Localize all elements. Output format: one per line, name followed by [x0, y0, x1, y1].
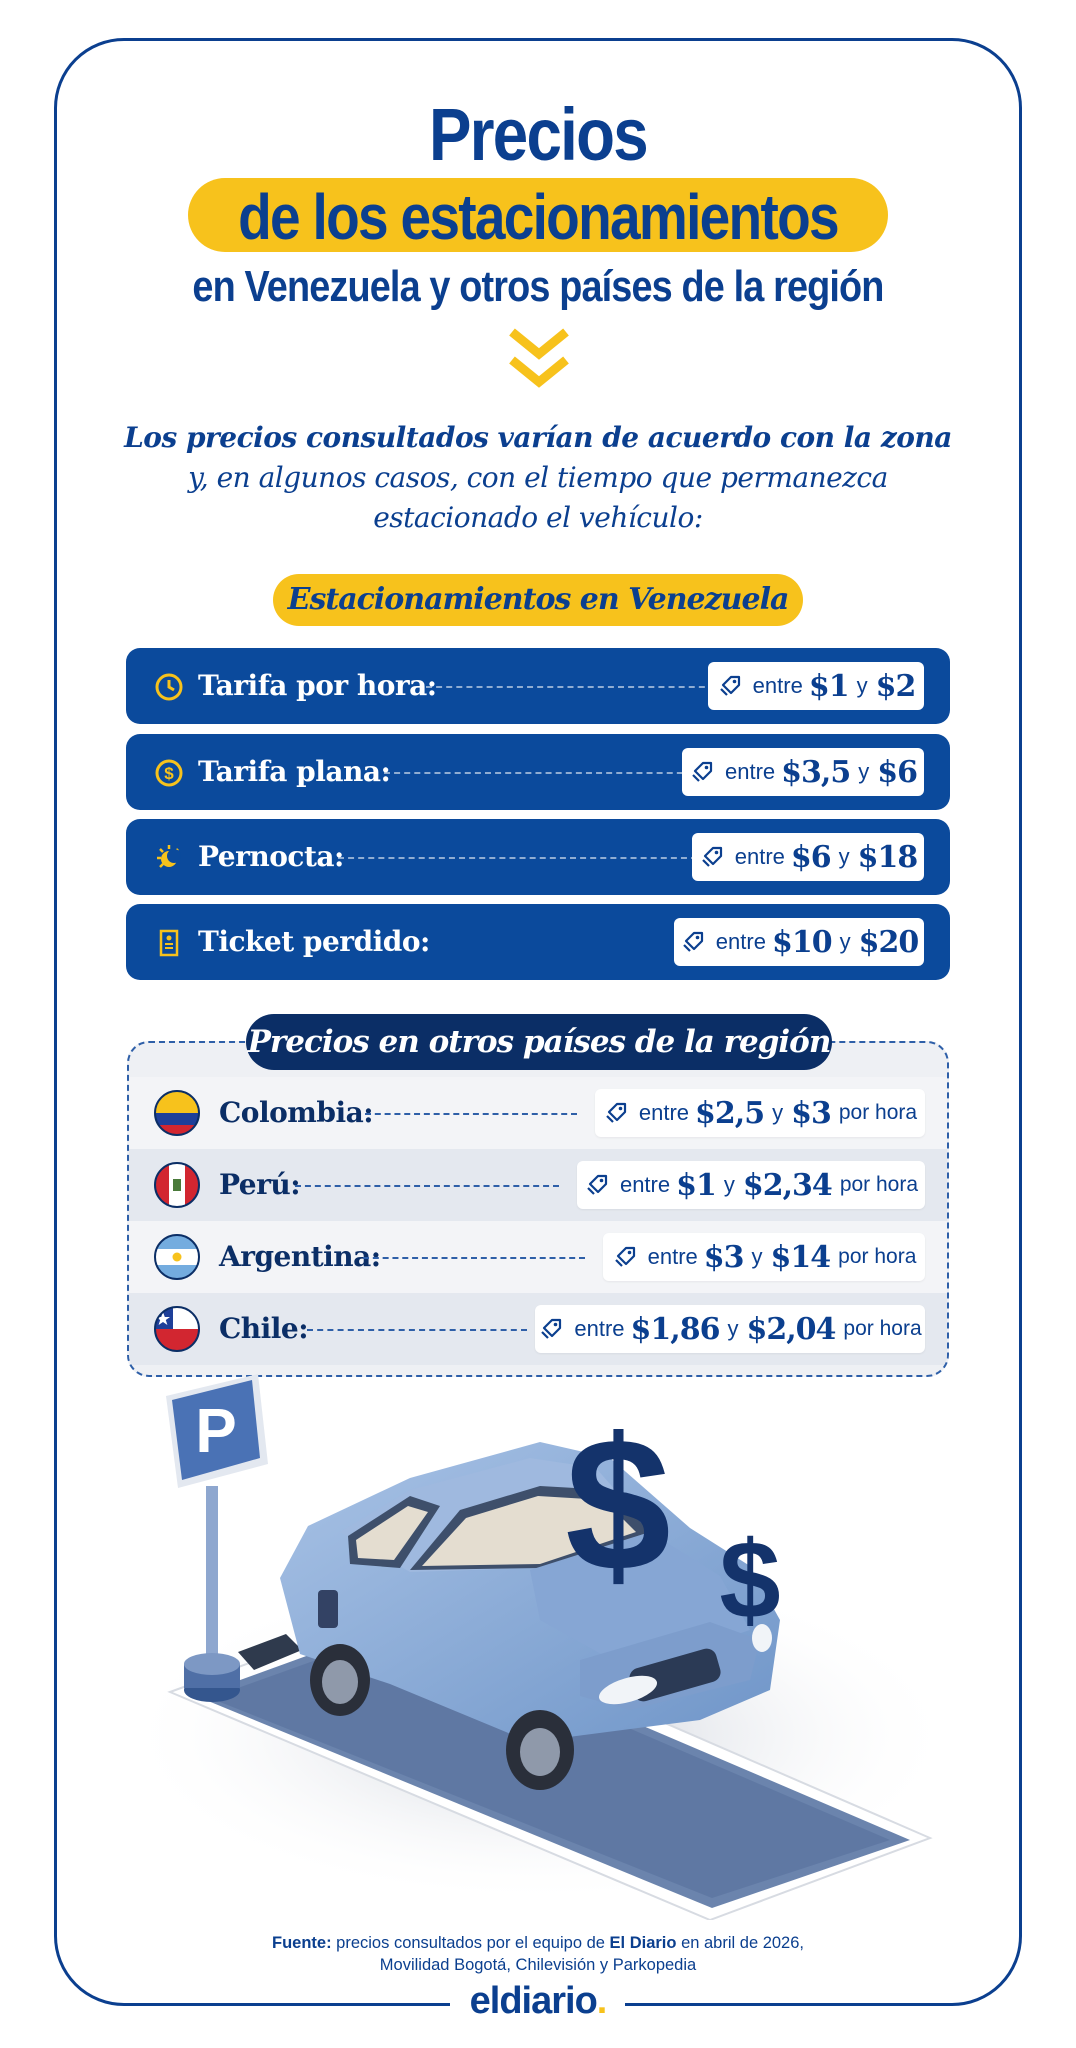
price-tag-icon [699, 844, 725, 870]
source-text-b: en abril de 2026, [681, 1934, 804, 1952]
region-heading: Precios en otros países de la región [246, 1014, 832, 1070]
source-line-2: Movilidad Bogotá, Chilevisión y Parkopedia [379, 1956, 697, 1974]
venezuela-row-hourly [126, 648, 950, 724]
price-max: $2,04 [746, 1311, 836, 1347]
price-max: $2,34 [742, 1167, 832, 1203]
intro-line-2: y, en algunos casos, con el tiempo que permanezca [188, 461, 888, 494]
sun-moon-icon [154, 843, 184, 873]
source-note [0, 1932, 1076, 1976]
country-label: Colombia: [219, 1096, 374, 1129]
y-text: y [856, 673, 868, 698]
eldiario-logo [0, 1980, 1076, 2023]
leader-dots [295, 1185, 559, 1187]
price-box [595, 1089, 925, 1137]
price-tag-icon [612, 1244, 638, 1270]
entre-text: entre [647, 1244, 698, 1269]
small-dollar-icon: $ [719, 1519, 781, 1642]
chile-flag-icon [153, 1305, 201, 1353]
price-min: $3 [703, 1239, 744, 1275]
entre-text: entre [752, 673, 803, 698]
dollar-icon: $ [565, 1399, 671, 1611]
y-text: y [858, 759, 870, 784]
entre-text: entre [715, 929, 766, 954]
price-box [708, 662, 924, 710]
price-max: $6 [877, 754, 917, 790]
entre-text: entre [619, 1172, 671, 1197]
price-box [674, 918, 924, 966]
region-row-chile [127, 1293, 949, 1365]
price-tag-icon [680, 929, 706, 955]
svg-text:$: $ [164, 764, 174, 783]
region-row-peru [127, 1149, 949, 1221]
brand-name: eldiario [469, 1980, 597, 2022]
peru-flag-icon [153, 1161, 201, 1209]
entre-text: entre [734, 844, 785, 869]
row-label: Tarifa plana: [198, 755, 391, 788]
unit-text: por hora [843, 1317, 922, 1340]
price-max: $20 [858, 924, 919, 960]
title-line-1: Precios [429, 93, 647, 176]
clock-icon [154, 672, 184, 702]
price-box [603, 1233, 925, 1281]
parking-sign-letter: P [195, 1397, 237, 1466]
title-line-3: en Venezuela y otros países de la región [192, 262, 884, 311]
price-max: $3 [791, 1095, 831, 1131]
price-tag-icon [584, 1172, 610, 1198]
title-line-2: de los estacionamientos [238, 181, 838, 253]
price-tag-icon [717, 673, 743, 699]
ticket-icon [154, 928, 184, 958]
region-row-colombia [127, 1077, 949, 1149]
price-box [577, 1161, 925, 1209]
chevron-down-icon [508, 328, 570, 392]
intro-text [120, 418, 956, 538]
price-min: $3,5 [781, 754, 851, 790]
row-label: Ticket perdido: [198, 925, 430, 958]
leader-dots [363, 1257, 585, 1259]
venezuela-row-overnight [126, 819, 950, 895]
y-text: y [727, 1316, 739, 1341]
unit-text: por hora [838, 1245, 917, 1268]
source-text-a: precios consultados por el equipo de [336, 1934, 605, 1952]
price-box [692, 833, 924, 881]
price-tag-icon [603, 1100, 629, 1126]
unit-text: por hora [839, 1173, 919, 1196]
source-label: Fuente: [271, 1934, 332, 1952]
price-min: $2,5 [695, 1095, 765, 1131]
price-min: $6 [790, 839, 831, 875]
source-brand: El Diario [609, 1934, 677, 1952]
entre-text: entre [638, 1100, 690, 1125]
row-label: Pernocta: [198, 840, 344, 873]
unit-text: por hora [838, 1101, 918, 1124]
price-box [535, 1305, 925, 1353]
parked-car-illustration [110, 1360, 970, 1920]
country-label: Chile: [219, 1312, 309, 1345]
venezuela-row-flat [126, 734, 950, 810]
price-max: $14 [770, 1239, 831, 1275]
leader-dots [307, 1329, 527, 1331]
region-row-argentina [127, 1221, 949, 1293]
venezuela-row-lost-ticket [126, 904, 950, 980]
price-min: $10 [771, 924, 832, 960]
price-tag-icon [538, 1316, 564, 1342]
entre-text: entre [725, 759, 776, 784]
price-max: $18 [857, 839, 918, 875]
country-label: Perú: [219, 1168, 301, 1201]
price-min: $1,86 [630, 1311, 720, 1347]
y-text: y [772, 1100, 784, 1125]
y-text: y [839, 929, 851, 954]
price-min: $1 [808, 668, 849, 704]
country-label: Argentina: [219, 1240, 381, 1273]
price-min: $1 [676, 1167, 716, 1203]
brand-dot: . [596, 1980, 607, 2022]
venezuela-heading: Estacionamientos en Venezuela [273, 574, 803, 626]
intro-line-3: estacionado el vehículo: [373, 501, 703, 534]
dollar-coin-icon [154, 758, 184, 788]
price-max: $2 [875, 668, 916, 704]
y-text: y [751, 1244, 763, 1269]
y-text: y [723, 1172, 735, 1197]
leader-dots [365, 1113, 577, 1115]
colombia-flag-icon [153, 1089, 201, 1137]
intro-bold: Los precios consultados varían de acuerdo con la zona [124, 421, 952, 454]
argentina-flag-icon [153, 1233, 201, 1281]
price-box [682, 748, 924, 796]
row-label: Tarifa por hora: [198, 669, 437, 702]
y-text: y [838, 844, 850, 869]
entre-text: entre [574, 1316, 625, 1341]
price-tag-icon [689, 759, 715, 785]
